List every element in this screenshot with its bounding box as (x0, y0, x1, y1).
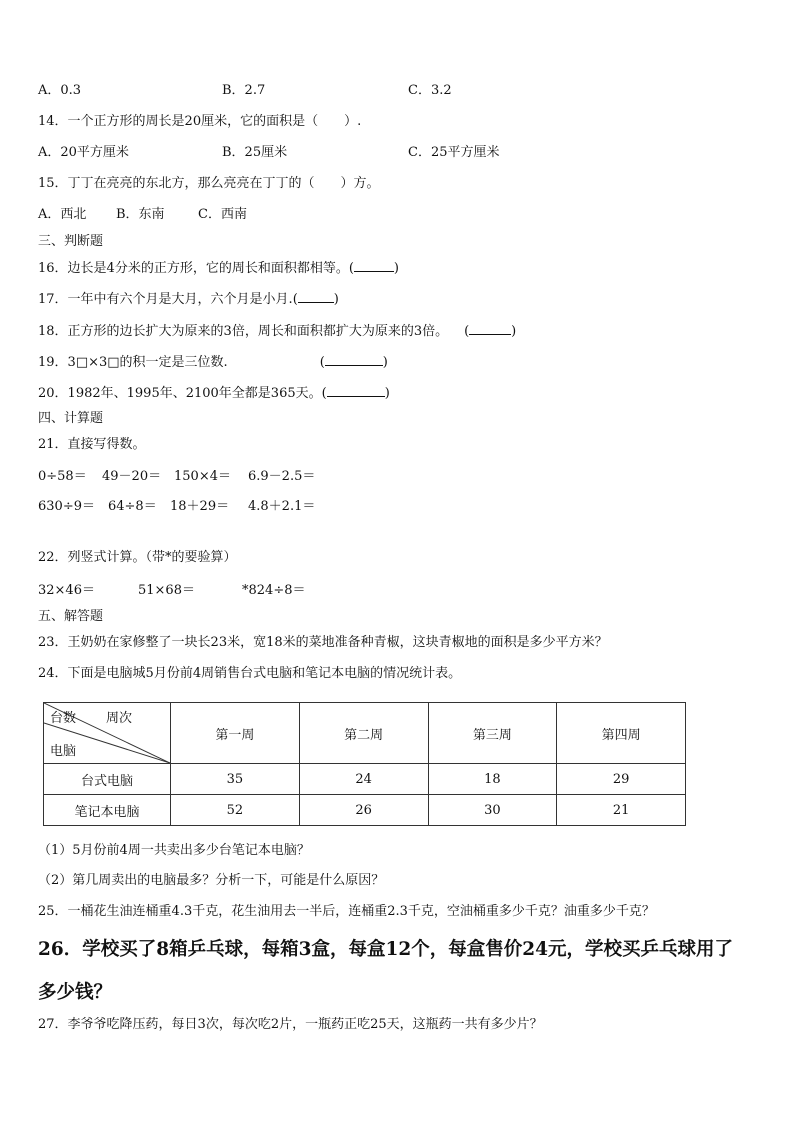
calc-item: 6.9－2.5＝ (248, 469, 316, 484)
row-label-laptop: 笔记本电脑 (44, 795, 171, 826)
q21-question: 21．直接写得数。 (38, 437, 146, 452)
q13-option-a: A．0.3 (38, 83, 82, 98)
table-header-row (44, 703, 686, 764)
answer-blank[interactable] (469, 322, 511, 335)
q15-option-a: A．西北 (38, 207, 87, 222)
section-heading-judge: 三、判断题 (38, 234, 104, 249)
table-row (44, 795, 686, 826)
calc-item: 4.8＋2.1＝ (248, 499, 316, 514)
q15-option-c: C．西南 (198, 207, 247, 222)
section-heading-calc: 四、计算题 (38, 411, 104, 426)
calc-item: 18＋29＝ (170, 499, 230, 514)
q14-question: 14．一个正方形的周长是20厘米，它的面积是（ ）. (38, 114, 362, 129)
section-heading-solve: 五、解答题 (38, 609, 104, 624)
table-cell: 21 (557, 795, 686, 826)
calc-item: 0÷58＝ (38, 469, 87, 484)
corner-label-count: 台数 (50, 711, 77, 726)
q22-question: 22．列竖式计算。（带*的要验算） (38, 550, 237, 565)
q26-question-line-1: 26．学校买了8箱乒乓球，每箱3盒，每盒12个，每盒售价24元，学校买乒乓球用了 (38, 939, 733, 960)
q15-option-b: B．东南 (116, 207, 165, 222)
table-cell: 35 (171, 764, 300, 795)
judge-q19-text: 19．3□×3□的积一定是三位数. (38, 355, 228, 370)
calc-item: *824÷8＝ (242, 583, 306, 598)
q14-options (38, 144, 758, 162)
q24-sub-question-2: （2）第几周卖出的电脑最多？分析一下，可能是什么原因？ (38, 873, 385, 888)
judge-q18-text: 18．正方形的边长扩大为原来的3倍，周长和面积都扩大为原来的3倍。 (38, 324, 449, 339)
q14-option-b: B．25厘米 (222, 145, 288, 160)
table-cell: 26 (299, 795, 428, 826)
judge-q20-text: 20．1982年、1995年、2100年全都是365天。 (38, 386, 322, 401)
q22-items (38, 582, 305, 600)
q24-sub-question-1: （1）5月份前4周一共卖出多少台笔记本电脑？ (38, 843, 310, 858)
judge-q18: 18．正方形的边长扩大为原来的3倍，周长和面积都扩大为原来的3倍。 ( ) (38, 324, 517, 339)
table-cell: 18 (428, 764, 557, 795)
calc-item: 32×46＝ (38, 583, 95, 598)
judge-q19: 19．3□×3□的积一定是三位数. ( ) (38, 355, 388, 370)
corner-label-computer: 电脑 (50, 744, 77, 759)
table-cell: 30 (428, 795, 557, 826)
q14-option-c: C．25平方厘米 (408, 145, 500, 160)
table-corner-cell (44, 703, 171, 764)
answer-blank[interactable] (327, 384, 385, 397)
q27-question: 27．李爷爷吃降压药，每日3次，每次吃2片，一瓶药正吃25天，这瓶药一共有多少片？ (38, 1017, 543, 1032)
judge-q17: 17．一年中有六个月是大月，六个月是小月.( ) (38, 292, 339, 307)
q21-row-2 (38, 498, 315, 516)
table-header-week-2: 第二周 (299, 703, 428, 764)
answer-blank[interactable] (325, 353, 383, 366)
table-header-week-1: 第一周 (171, 703, 300, 764)
sales-table (43, 702, 686, 826)
judge-q16-text: 16．边长是4分米的正方形，它的周长和面积都相等。 (38, 261, 349, 276)
q26-question-line-2: 多少钱？ (38, 982, 113, 1003)
calc-item: 49－20＝ (102, 469, 162, 484)
table-cell: 52 (171, 795, 300, 826)
q14-option-a: A．20平方厘米 (38, 145, 129, 160)
calc-item: 51×68＝ (138, 583, 195, 598)
table-cell: 29 (557, 764, 686, 795)
table-cell: 24 (299, 764, 428, 795)
q15-question: 15．丁丁在亮亮的东北方，那么亮亮在丁丁的（ ）方。 (38, 176, 380, 191)
judge-q17-text: 17．一年中有六个月是大月，六个月是小月. (38, 292, 293, 307)
q13-options (38, 82, 758, 100)
calc-item: 64÷8＝ (108, 499, 157, 514)
q15-options (38, 206, 338, 224)
judge-q20: 20．1982年、1995年、2100年全都是365天。( ) (38, 386, 390, 401)
answer-blank[interactable] (298, 290, 334, 303)
q13-option-b: B．2.7 (222, 83, 266, 98)
row-label-desktop: 台式电脑 (44, 764, 171, 795)
judge-q16: 16．边长是4分米的正方形，它的周长和面积都相等。( ) (38, 261, 399, 276)
corner-label-week: 周次 (106, 711, 133, 726)
table-header-week-3: 第三周 (428, 703, 557, 764)
q24-question: 24．下面是电脑城5月份前4周销售台式电脑和笔记本电脑的情况统计表。 (38, 666, 462, 681)
calc-item: 630÷9＝ (38, 499, 95, 514)
q23-question: 23．王奶奶在家修整了一块长23米，宽18米的菜地准备种青椒，这块青椒地的面积是多少平方米？ (38, 635, 608, 650)
q21-row-1 (38, 468, 315, 486)
answer-blank[interactable] (354, 259, 394, 272)
q13-option-c: C．3.2 (408, 83, 452, 98)
table-header-week-4: 第四周 (557, 703, 686, 764)
calc-item: 150×4＝ (174, 469, 231, 484)
table-row (44, 764, 686, 795)
q25-question: 25．一桶花生油连桶重4.3千克，花生油用去一半后，连桶重2.3千克，空油桶重多少千克？油重多少千克？ (38, 904, 655, 919)
